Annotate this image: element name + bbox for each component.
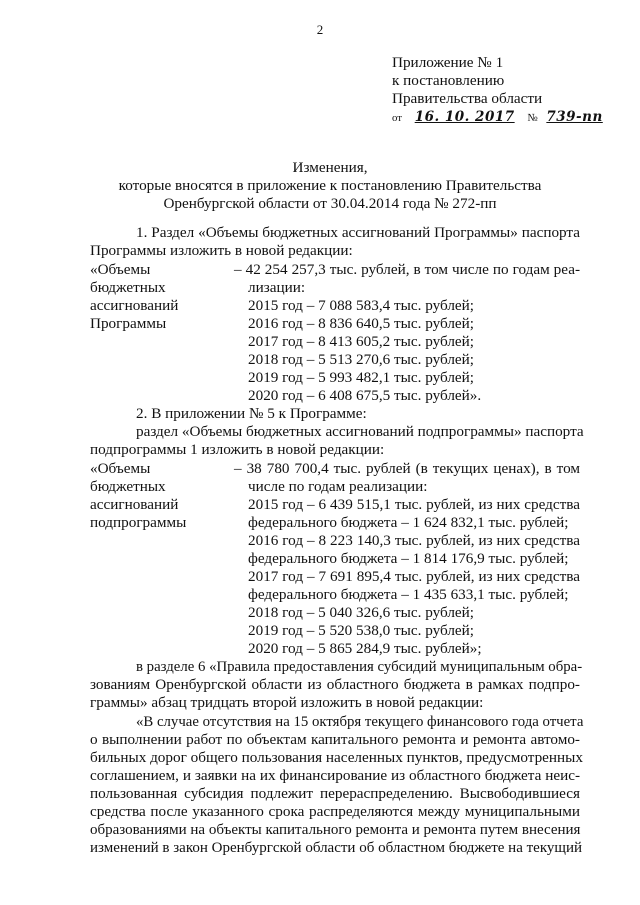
section2-line-11: 2020 год – 5 865 284,9 тыс. рублей»; [248, 640, 482, 657]
section2-label-3: ассигнований [90, 496, 179, 513]
section2-line-2: числе по годам реализации: [248, 478, 428, 495]
section1-intro-1: 1. Раздел «Объемы бюджетных ассигнований Программы» паспорта [136, 224, 580, 241]
section1-line-2: лизации: [248, 279, 306, 296]
section2-label-2: бюджетных [90, 478, 166, 495]
section1-label-2: бюджетных [90, 279, 166, 296]
section2-intro-2: раздел «Объемы бюджетных ассигнований подпрограммы» паспорта [136, 423, 584, 440]
section2-para2-line-2: о выполнении работ по объектам капитального ремонта и ремонта автомо- [90, 731, 580, 748]
section1-line-7: 2019 год – 5 993 482,1 тыс. рублей; [248, 369, 475, 386]
section1-label-3: ассигнований [90, 297, 179, 314]
number-prefix: № [527, 112, 538, 124]
section2-para2-line-6: средства после указанного срока распределяются между муниципальными [90, 803, 580, 820]
section2-line-10: 2019 год – 5 520 538,0 тыс. рублей; [248, 622, 475, 639]
section2-line-3: 2015 год – 6 439 515,1 тыс. рублей, из них средства [248, 496, 580, 513]
section2-label-1: «Объемы [90, 460, 151, 477]
section2-line-6: федерального бюджета – 1 814 176,9 тыс. рублей; [248, 550, 569, 567]
section2-intro-1: 2. В приложении № 5 к Программе: [136, 405, 367, 422]
section2-label-4: подпрограммы [90, 514, 187, 531]
section2-para1-line-2: зованиям Оренбургской области из областного бюджета в рамках подпро- [90, 676, 580, 693]
section2-para1-line-3: граммы» абзац тридцать второй изложить в новой редакции: [90, 694, 484, 711]
appendix-line-1: Приложение № 1 [392, 54, 504, 71]
section1-line-4: 2016 год – 8 836 640,5 тыс. рублей; [248, 315, 475, 332]
section2-para2-line-7: образованиями на объекты капитального ремонта и ремонта путем внесения [90, 822, 581, 838]
section2-para2-line-1: «В случае отсутствия на 15 октября текущего финансового года отчета [136, 714, 584, 730]
section2-para2-line-4: соглашением, и заявки на их финансирование из областного бюджета неис- [90, 767, 580, 784]
appendix-line-3: Правительства области [392, 90, 543, 107]
page-number: 2 [316, 22, 324, 37]
section1-line-5: 2017 год – 8 413 605,2 тыс. рублей; [248, 333, 475, 350]
section1-label-4: Программы [90, 315, 167, 332]
section1-line-1: – 42 254 257,3 тыс. рублей, в том числе по годам реа- [234, 261, 580, 278]
handwritten-number: 739-пп [546, 109, 603, 125]
section1-label-1: «Объемы [90, 261, 151, 278]
section2-line-8: федерального бюджета – 1 435 633,1 тыс. рублей; [248, 586, 569, 603]
date-prefix: от [392, 112, 402, 124]
section2-para2-line-8: изменений в закон Оренбургской области об областном бюджете на текущий [90, 840, 583, 856]
heading-title: Изменения, [292, 159, 368, 176]
section2-para2-line-5: пользованная субсидия подлежит перераспределению. Высвободившиеся [90, 785, 580, 802]
appendix-line-2: к постановлению [392, 72, 505, 89]
section2-line-1: – 38 780 700,4 тыс. рублей (в текущих ценах), в том [234, 460, 580, 477]
handwritten-date: 16. 10. 2017 [414, 109, 515, 125]
section2-line-9: 2018 год – 5 040 326,6 тыс. рублей; [248, 604, 475, 621]
section2-para1-line-1: в разделе 6 «Правила предоставления субсидий муниципальным обра- [136, 659, 583, 675]
section2-para2-line-3: бильных дорог общего пользования населенных пунктов, предусмотренных [90, 749, 583, 766]
section2-intro-3: подпрограммы 1 изложить в новой редакции: [90, 441, 385, 458]
appendix-date-line [392, 108, 607, 127]
section2-line-7: 2017 год – 7 691 895,4 тыс. рублей, из них средства [248, 568, 580, 585]
section1-line-3: 2015 год – 7 088 583,4 тыс. рублей; [248, 297, 475, 314]
heading-line-3: Оренбургской области от 30.04.2014 года № 272-пп [163, 195, 497, 212]
section2-line-5: 2016 год – 8 223 140,3 тыс. рублей, из них средства [248, 532, 580, 549]
section2-line-4: федерального бюджета – 1 624 832,1 тыс. рублей; [248, 514, 569, 531]
section1-line-8: 2020 год – 6 408 675,5 тыс. рублей». [248, 387, 482, 404]
section1-line-6: 2018 год – 5 513 270,6 тыс. рублей; [248, 351, 475, 368]
section1-intro-2: Программы изложить в новой редакции: [90, 242, 353, 259]
heading-line-2: которые вносятся в приложение к постановлению Правительства [118, 177, 542, 194]
